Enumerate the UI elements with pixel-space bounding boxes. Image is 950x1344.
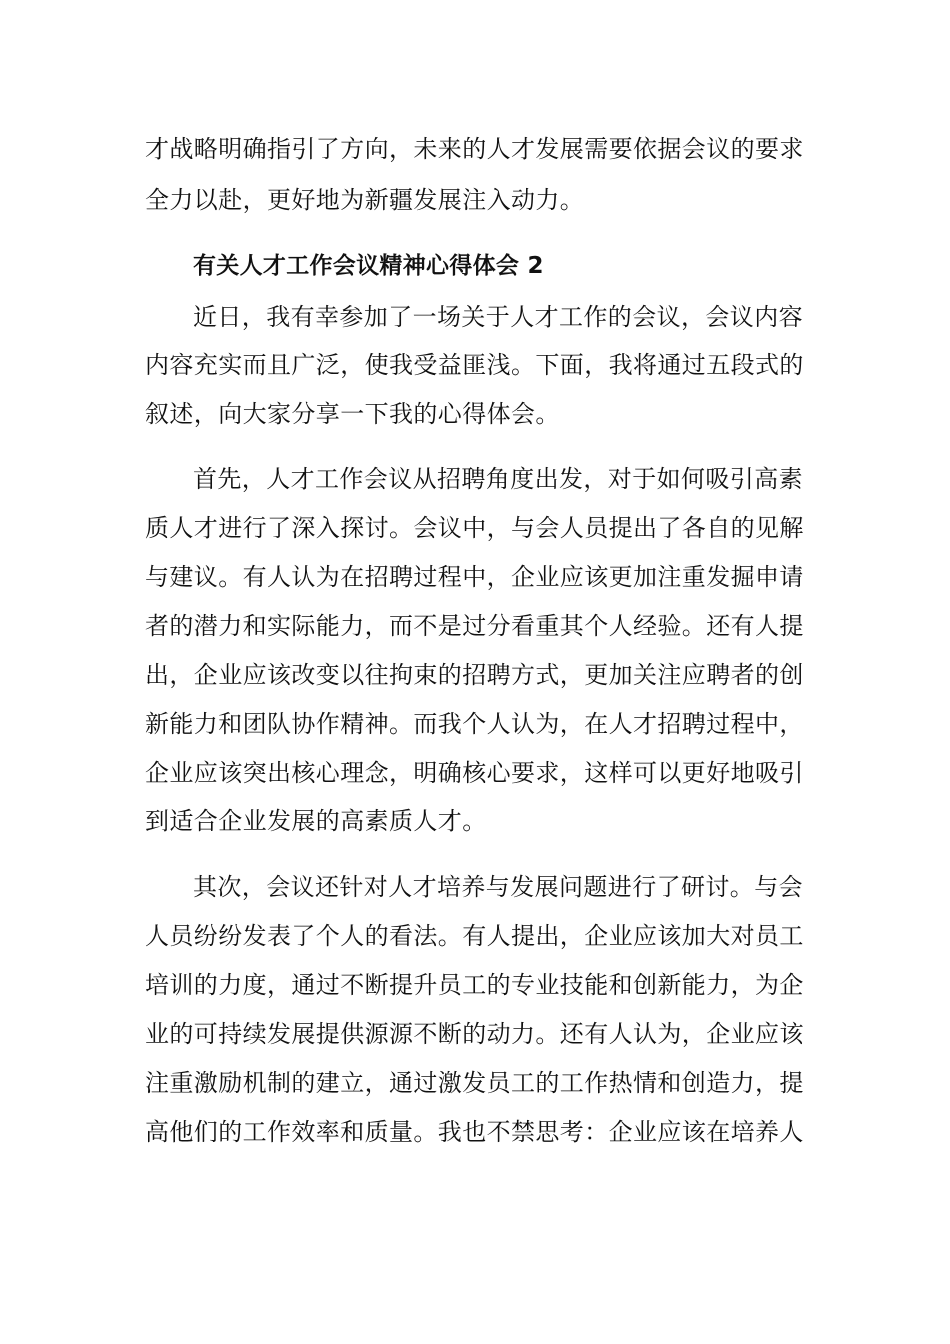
text-line: 业的可持续发展提供源源不断的动力。还有人认为，企业应该 — [145, 1020, 804, 1048]
text-line: 内容充实而且广泛，使我受益匪浅。下面，我将通过五段式的 — [145, 351, 804, 379]
paragraph-first-line: 其次，会议还针对人才培养与发展问题进行了研讨。与会 — [193, 873, 803, 901]
section-heading: 有关人才工作会议精神心得体会 2 — [193, 253, 544, 279]
text-line: 注重激励机制的建立，通过激发员工的工作热情和创造力，提 — [145, 1069, 804, 1097]
text-line: 培训的力度，通过不断提升员工的专业技能和创新能力，为企 — [145, 971, 804, 999]
text-line: 才战略明确指引了方向，未来的人才发展需要依据会议的要求 — [145, 135, 804, 163]
text-line: 叙述，向大家分享一下我的心得体会。 — [145, 400, 560, 428]
text-line: 到适合企业发展的高素质人才。 — [145, 807, 487, 835]
text-line: 出，企业应该改变以往拘束的招聘方式，更加关注应聘者的创 — [145, 661, 804, 689]
text-line: 新能力和团队协作精神。而我个人认为，在人才招聘过程中， — [145, 710, 804, 738]
text-line: 全力以赴，更好地为新疆发展注入动力。 — [145, 186, 585, 214]
text-line: 者的潜力和实际能力，而不是过分看重其个人经验。还有人提 — [145, 612, 804, 640]
text-line: 质人才进行了深入探讨。会议中，与会人员提出了各自的见解 — [145, 514, 804, 542]
text-line: 企业应该突出核心理念，明确核心要求，这样可以更好地吸引 — [145, 759, 804, 787]
paragraph-first-line: 近日，我有幸参加了一场关于人才工作的会议，会议内容 — [193, 303, 803, 331]
text-line: 人员纷纷发表了个人的看法。有人提出，企业应该加大对员工 — [145, 922, 804, 950]
text-line: 与建议。有人认为在招聘过程中，企业应该更加注重发掘申请 — [145, 563, 804, 591]
text-line: 高他们的工作效率和质量。我也不禁思考：企业应该在培养人 — [145, 1118, 804, 1146]
paragraph-first-line: 首先，人才工作会议从招聘角度出发，对于如何吸引高素 — [193, 465, 803, 493]
